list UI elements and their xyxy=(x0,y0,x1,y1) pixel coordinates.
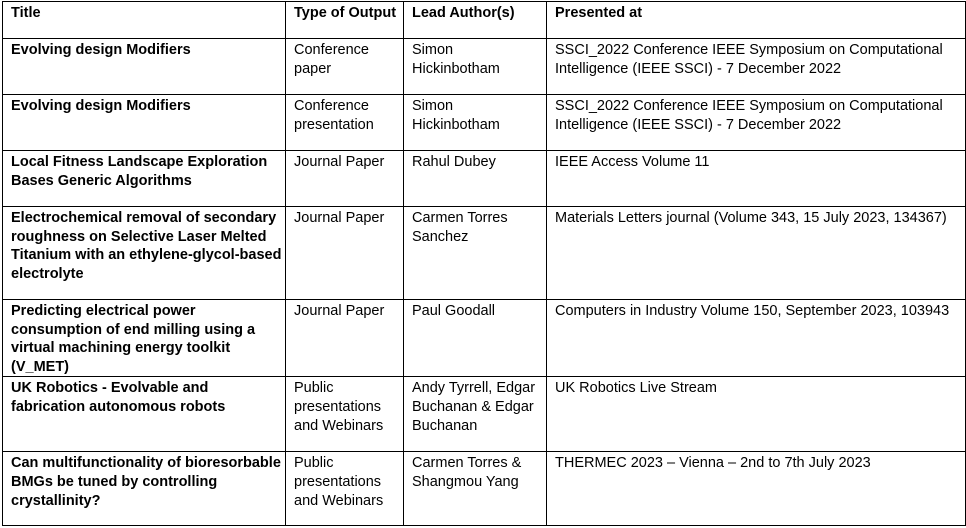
row-author: Simon Hickinbotham xyxy=(404,39,547,95)
header-title: Title xyxy=(3,2,286,39)
table-row xyxy=(3,95,966,151)
row-title: Predicting electrical power consumption of end milling using a virtual machining energy toolkit (V_MET) xyxy=(3,300,286,377)
row-title: Evolving design Modifiers xyxy=(3,95,286,151)
table-row xyxy=(3,39,966,95)
header-lead-authors: Lead Author(s) xyxy=(404,2,547,39)
header-type-of-output: Type of Output xyxy=(286,2,404,39)
row-type: Conference paper xyxy=(286,39,404,95)
row-type: Public presentations and Webinars xyxy=(286,452,404,526)
header-presented-at: Presented at xyxy=(547,2,966,39)
row-title: Can multifunctionality of bioresorbable BMGs be tuned by controlling crystallinity? xyxy=(3,452,286,526)
row-author: Andy Tyrrell, Edgar Buchanan & Edgar Buchanan xyxy=(404,377,547,452)
row-type: Public presentations and Webinars xyxy=(286,377,404,452)
row-author: Carmen Torres Sanchez xyxy=(404,207,547,300)
row-type: Journal Paper xyxy=(286,151,404,207)
row-presented: SSCI_2022 Conference IEEE Symposium on Computational Intelligence (IEEE SSCI) - 7 December 2022 xyxy=(547,95,966,151)
row-title: Electrochemical removal of secondary roughness on Selective Laser Melted Titanium with an ethylene-glycol-based electrolyte xyxy=(3,207,286,300)
table-row xyxy=(3,300,966,377)
row-presented: THERMEC 2023 – Vienna – 2nd to 7th July 2023 xyxy=(547,452,966,526)
row-author: Carmen Torres & Shangmou Yang xyxy=(404,452,547,526)
row-presented: Computers in Industry Volume 150, September 2023, 103943 xyxy=(547,300,966,377)
row-author: Paul Goodall xyxy=(404,300,547,377)
table-row xyxy=(3,377,966,452)
row-title: Local Fitness Landscape Exploration Bases Generic Algorithms xyxy=(3,151,286,207)
row-title: Evolving design Modifiers xyxy=(3,39,286,95)
row-title: UK Robotics - Evolvable and fabrication autonomous robots xyxy=(3,377,286,452)
outputs-table xyxy=(2,1,966,526)
table-row xyxy=(3,207,966,300)
row-type: Conference presentation xyxy=(286,95,404,151)
row-author: Rahul Dubey xyxy=(404,151,547,207)
row-presented: UK Robotics Live Stream xyxy=(547,377,966,452)
table-row xyxy=(3,151,966,207)
row-type: Journal Paper xyxy=(286,207,404,300)
table-row xyxy=(3,452,966,526)
row-presented: IEEE Access Volume 11 xyxy=(547,151,966,207)
row-author: Simon Hickinbotham xyxy=(404,95,547,151)
row-presented: SSCI_2022 Conference IEEE Symposium on Computational Intelligence (IEEE SSCI) - 7 December 2022 xyxy=(547,39,966,95)
header-row xyxy=(3,2,966,39)
row-presented: Materials Letters journal (Volume 343, 15 July 2023, 134367) xyxy=(547,207,966,300)
row-type: Journal Paper xyxy=(286,300,404,377)
